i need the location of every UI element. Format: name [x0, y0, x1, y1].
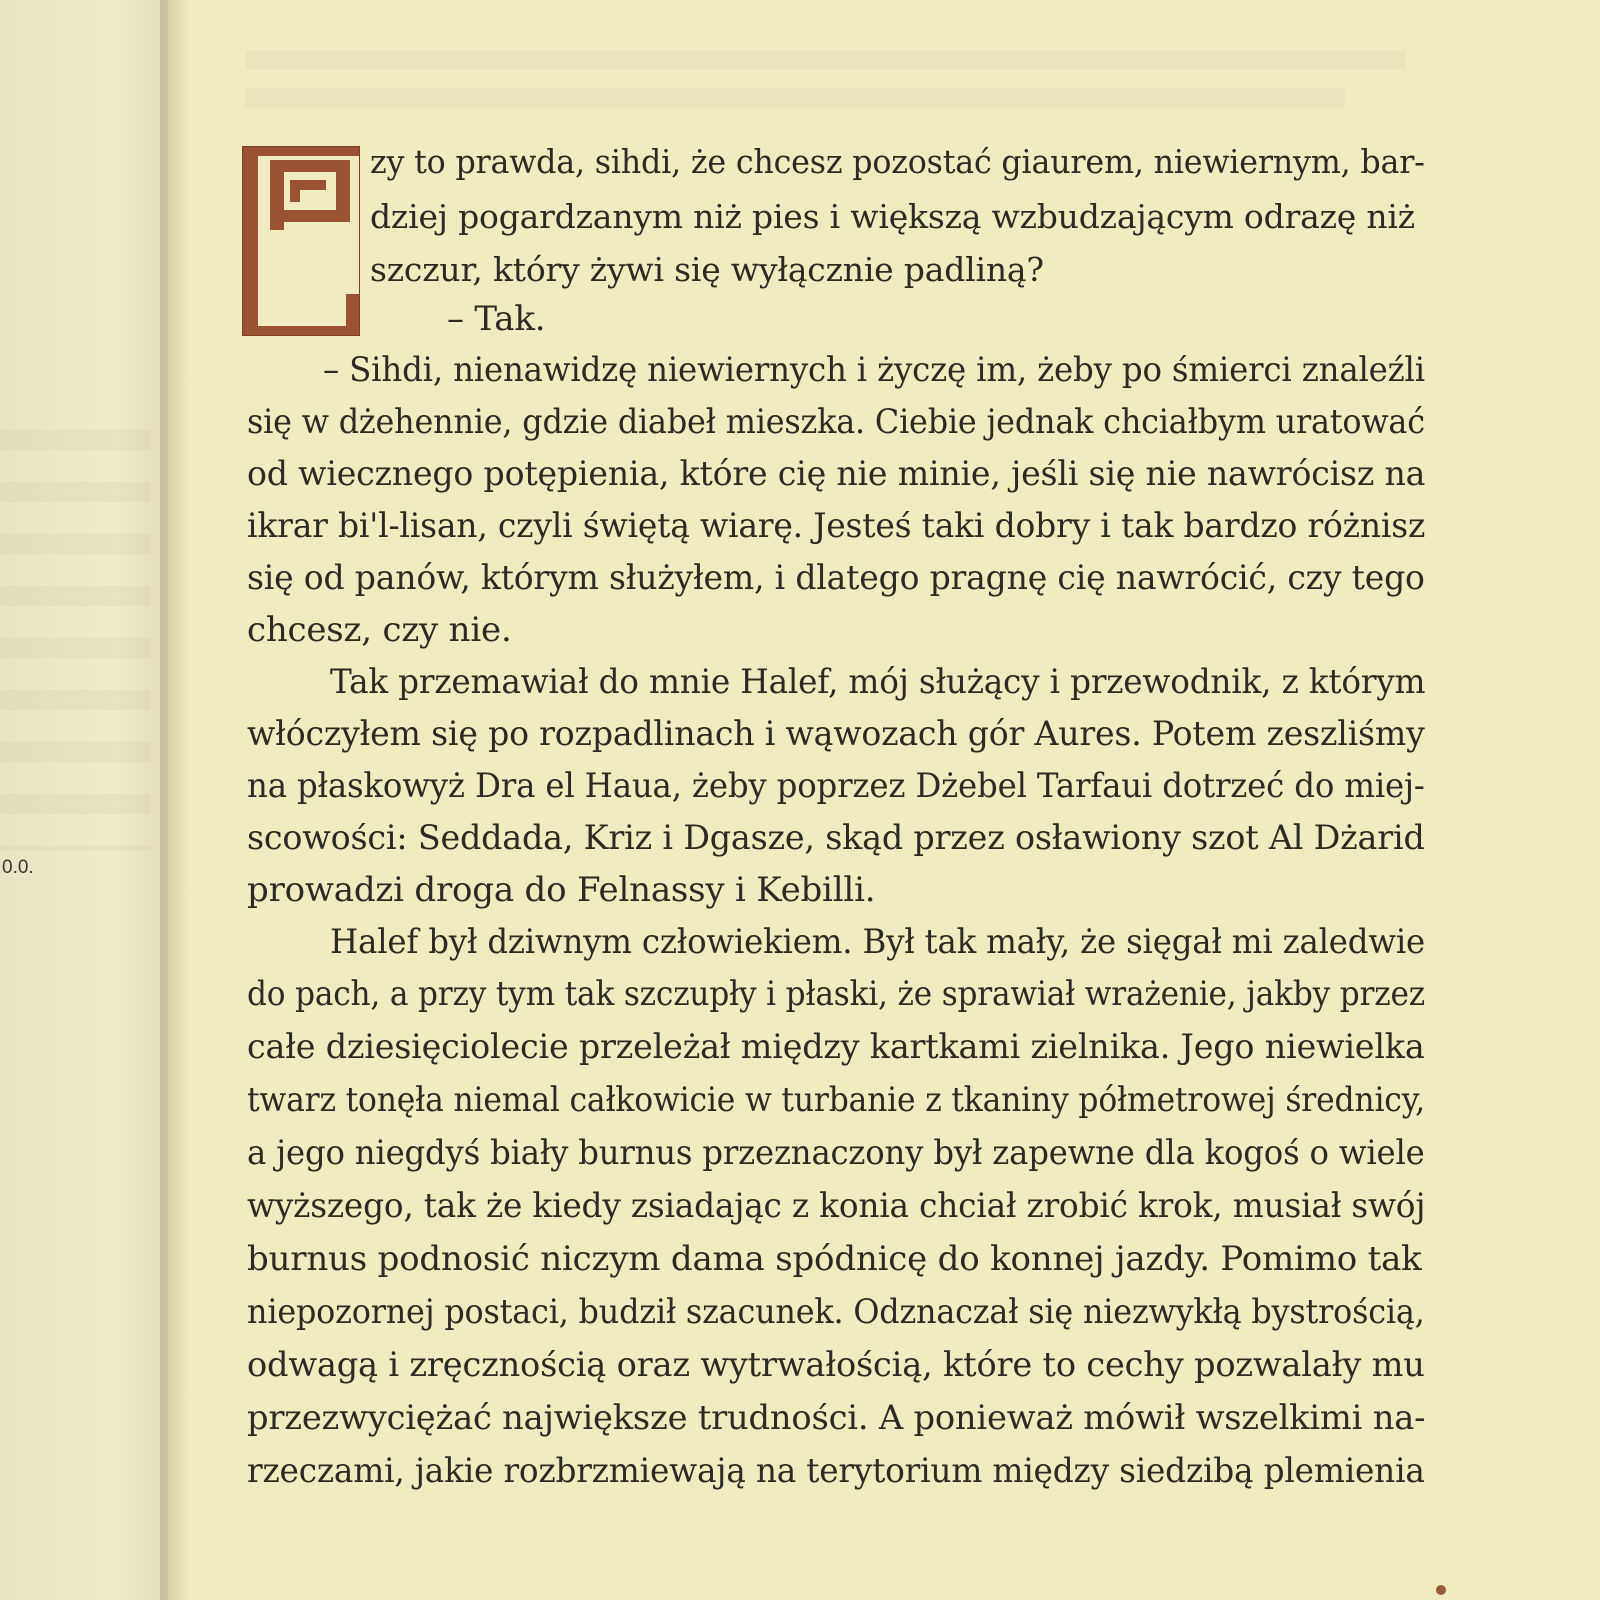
drop-cap	[242, 146, 360, 336]
text-line: wyższego, tak że kiedy zsiadając z konia chciał zrobić krok, musiał swój	[247, 1186, 1426, 1226]
text-line: twarz tonęła niemal całkowicie w turbanie z tkaniny półmetrowej średnicy,	[247, 1080, 1425, 1120]
text-line: odwagą i zręcznością oraz wytrwałością, które to cechy pozwalały mu	[247, 1345, 1425, 1385]
text-line: na płaskowyż Dra el Haua, żeby poprzez Dżebel Tarfaui dotrzeć do miej-	[247, 766, 1425, 806]
text-line: niepozornej postaci, budził szacunek. Odznaczał się niezwykłą bystrością,	[247, 1292, 1425, 1332]
text-line: szczur, który żywi się wyłącznie padliną?	[370, 250, 1044, 289]
text-line: Halef był dziwnym człowiekiem. Był tak mały, że sięgał mi zaledwie	[330, 922, 1426, 962]
drop-cap-ornament-icon	[242, 146, 360, 336]
text-line: przezwyciężać największe trudności. A ponieważ mówił wszelkimi na-	[247, 1398, 1426, 1438]
text-line: scowości: Seddada, Kriz i Dgasze, skąd przez osławiony szot Al Dżarid	[247, 818, 1425, 858]
text-line: chcesz, czy nie.	[247, 610, 512, 650]
text-line: się od panów, którym służyłem, i dlatego pragnę cię nawrócić, czy tego	[247, 558, 1425, 598]
book-spine-shadow	[160, 0, 190, 1600]
bleed-through-line	[245, 88, 1345, 108]
text-line: od wiecznego potępienia, które cię nie minie, jeśli się nie nawrócisz na	[247, 454, 1426, 494]
text-line: ikrar bi'l-lisan, czyli świętą wiarę. Jesteś taki dobry i tak bardzo różnisz	[247, 506, 1426, 546]
text-line: prowadzi droga do Felnassy i Kebilli.	[247, 870, 876, 910]
text-line: zy to prawda, sihdi, że chcesz pozostać giaurem, niewiernym, bar-	[370, 142, 1425, 181]
text-line: dziej pogardzanym niż pies i większą wzbudzającym odrazę niż	[370, 197, 1415, 236]
text-line: się w dżehennie, gdzie diabeł mieszka. Ciebie jednak chciałbym uratować	[247, 402, 1425, 442]
text-line: burnus podnosić niczym dama spódnicę do konnej jazdy. Pomimo tak	[247, 1239, 1422, 1279]
text-line: – Tak.	[447, 299, 546, 339]
text-line: – Sihdi, nienawidzę niewiernych i życzę im, żeby po śmierci znaleźli	[323, 350, 1425, 390]
text-line: całe dziesięciolecie przeleżał między kartkami zielnika. Jego niewielka	[247, 1027, 1425, 1067]
text-line: Tak przemawiał do mnie Halef, mój służący i przewodnik, z którym	[330, 662, 1426, 702]
text-line: do pach, a przy tym tak szczupły i płaski, że sprawiał wrażenie, jakby przez	[247, 974, 1425, 1014]
text-line: a jego niegdyś biały burnus przeznaczony był zapewne dla kogoś o wiele	[247, 1133, 1425, 1173]
corner-mark	[1436, 1585, 1446, 1595]
text-line: włóczyłem się po rozpadlinach i wąwozach gór Aures. Potem zeszliśmy	[247, 714, 1425, 754]
bleed-through-line	[245, 50, 1405, 70]
margin-note: 0.0.	[2, 857, 34, 878]
left-page-bleed-through	[0, 430, 150, 850]
text-line: rzeczami, jakie rozbrzmiewają na terytorium między siedzibą plemienia	[247, 1451, 1425, 1491]
